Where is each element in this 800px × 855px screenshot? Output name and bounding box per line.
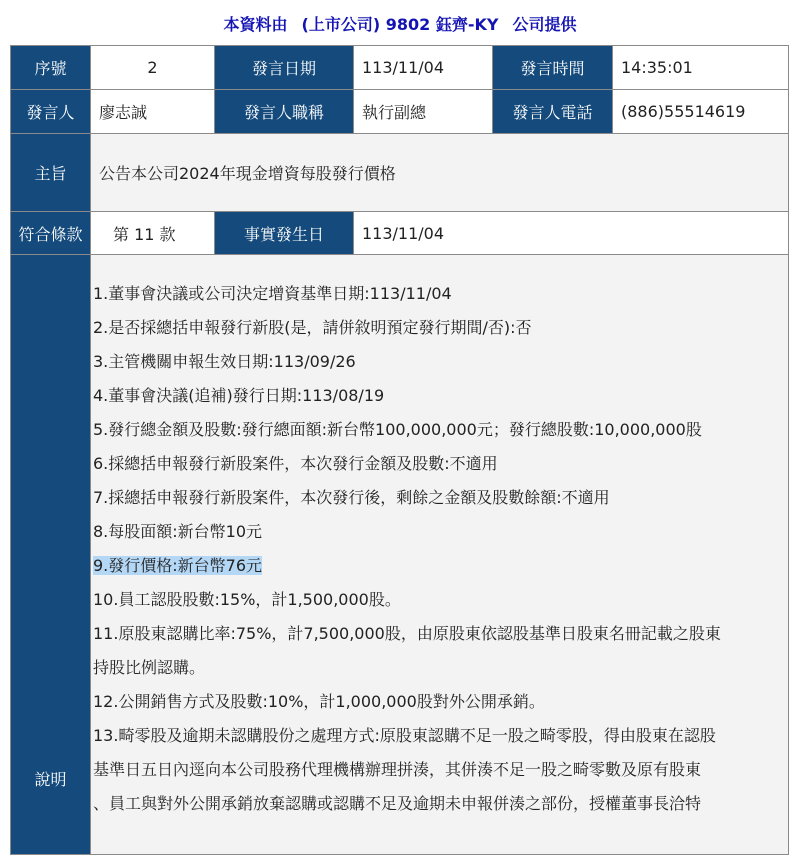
table-row — [11, 212, 789, 255]
speaker-title-label: 發言人職稱 — [215, 90, 354, 134]
list-item: 8.每股面額:新台幣10元 — [93, 522, 263, 541]
table-row — [11, 134, 789, 212]
phone-value: (886)55514619 — [613, 90, 789, 134]
event-date-label: 事實發生日 — [215, 212, 354, 255]
list-item: 5.發行總金額及股數:發行總面額:新台幣100,000,000元；發行總股數:10,000,000股 — [93, 420, 702, 439]
date-label: 發言日期 — [215, 46, 354, 90]
list-item: 3.主管機關申報生效日期:113/09/26 — [93, 352, 356, 371]
list-item: 4.董事會決議(追補)發行日期:113/08/19 — [93, 386, 385, 405]
list-item: 13.畸零股及逾期未認購股份之處理方式:原股東認購不足一股之畸零股，得由股東在認股 — [93, 726, 716, 745]
header-company: (上市公司) 9802 鈺齊-KY — [301, 15, 499, 34]
report-header — [0, 12, 800, 35]
speaker-value: 廖志誠 — [91, 90, 215, 134]
description-list — [93, 255, 778, 821]
selected-text: 9.發行價格:新台幣76元 — [93, 556, 263, 575]
list-item: 持股比例認購。 — [93, 658, 206, 677]
time-label: 發言時間 — [493, 46, 613, 90]
description-label — [11, 255, 91, 855]
seq-label: 序號 — [11, 46, 91, 90]
list-item: 7.採總括申報發行新股案件，本次發行後，剩餘之金額及股數餘額:不適用 — [93, 488, 610, 507]
date-value: 113/11/04 — [354, 46, 493, 90]
subject-value: 公告本公司2024年現金增資每股發行價格 — [91, 134, 789, 212]
speaker-title-value: 執行副總 — [354, 90, 493, 134]
table-row — [11, 46, 789, 90]
description-label-text: 說明 — [34, 770, 67, 789]
seq-value: 2 — [91, 46, 215, 90]
announcement-table — [10, 45, 789, 855]
event-date-value: 113/11/04 — [354, 212, 789, 255]
table-row — [11, 255, 789, 855]
time-value: 14:35:01 — [613, 46, 789, 90]
list-item: 2.是否採總括申報發行新股(是，請併敘明預定發行期間/否):否 — [93, 318, 532, 337]
table-row — [11, 90, 789, 134]
subject-label: 主旨 — [11, 134, 91, 212]
clause-value: 第 11 款 — [91, 212, 215, 255]
phone-label: 發言人電話 — [493, 90, 613, 134]
list-item: 11.原股東認購比率:75%，計7,500,000股，由原股東依認股基準日股東名冊記載之股東 — [93, 624, 721, 643]
list-item: 基準日五日內逕向本公司股務代理機構辦理拼湊，其併湊不足一股之畸零數及原有股東 — [93, 760, 702, 779]
list-item: 6.採總括申報發行新股案件，本次發行金額及股數:不適用 — [93, 454, 498, 473]
header-text-1: 本資料由 — [223, 15, 288, 34]
list-item: 1.董事會決議或公司決定增資基準日期:113/11/04 — [93, 284, 452, 303]
description-body — [91, 255, 789, 855]
header-text-2: 公司提供 — [512, 15, 577, 34]
list-item-selected — [93, 549, 778, 583]
list-item: 10.員工認股股數:15%，計1,500,000股。 — [93, 590, 401, 609]
speaker-label: 發言人 — [11, 90, 91, 134]
clause-label: 符合條款 — [11, 212, 91, 255]
list-item: 、員工與對外公開承銷放棄認購或認購不足及逾期未申報併湊之部份，授權董事長洽特 — [93, 794, 702, 813]
list-item: 12.公開銷售方式及股數:10%，計1,000,000股對外公開承銷。 — [93, 692, 545, 711]
